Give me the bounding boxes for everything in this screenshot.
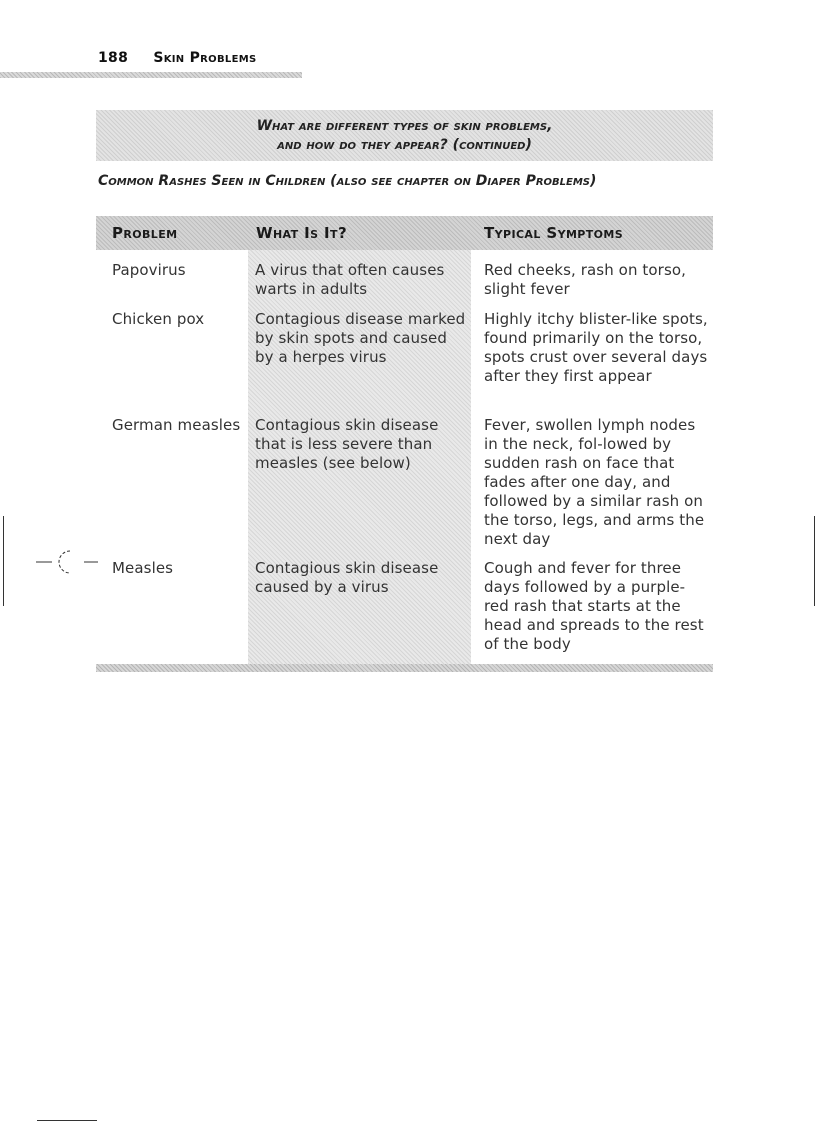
cell-what: Contagious skin disease that is less severe than measles (see below) xyxy=(255,416,439,472)
table-header xyxy=(96,216,713,250)
running-head xyxy=(98,50,256,66)
right-margin-line xyxy=(814,516,815,606)
header-rule xyxy=(0,72,302,78)
header-typical-symptoms: Typical Symptoms xyxy=(484,224,624,242)
cell-problem: Papovirus xyxy=(112,261,186,279)
registration-mark-icon xyxy=(36,545,100,579)
cell-problem: German measles xyxy=(112,416,241,434)
section-title: Skin Problems xyxy=(153,50,257,66)
banner-line-1: What are different types of skin problems, xyxy=(256,118,553,134)
footer-rule xyxy=(37,1120,97,1121)
table-bottom-rule xyxy=(96,664,713,672)
cell-symptoms: Highly itchy blister-like spots, found primarily on the torso, spots crust over several days after they first appear xyxy=(484,310,708,385)
cell-symptoms: Cough and fever for three days followed by a purple-red rash that starts at the head and spreads to the rest of the body xyxy=(484,559,704,653)
cell-what: Contagious skin disease caused by a virus xyxy=(255,559,439,596)
cell-symptoms: Red cheeks, rash on torso, slight fever xyxy=(484,261,687,298)
cell-what: Contagious disease marked by skin spots and caused by a herpes virus xyxy=(255,310,466,366)
cell-symptoms: Fever, swollen lymph nodes in the neck, fol-lowed by sudden rash on face that fades after one day, and followed by a similar rash on the torso, legs, and arms the next day xyxy=(484,416,705,548)
header-what-is-it: What Is It? xyxy=(256,224,348,242)
header-problem: Problem xyxy=(112,224,178,242)
table-caption: Common Rashes Seen in Children (also see chapter on Diaper Problems) xyxy=(98,173,597,189)
banner-line-2: and how do they appear? (continued) xyxy=(277,137,532,153)
cell-problem: Chicken pox xyxy=(112,310,205,328)
rashes-table xyxy=(96,216,713,672)
left-margin-line xyxy=(3,516,4,606)
cell-what: A virus that often causes warts in adults xyxy=(255,261,445,298)
cell-problem: Measles xyxy=(112,559,174,577)
page-number: 188 xyxy=(98,50,129,66)
section-banner xyxy=(96,110,713,161)
